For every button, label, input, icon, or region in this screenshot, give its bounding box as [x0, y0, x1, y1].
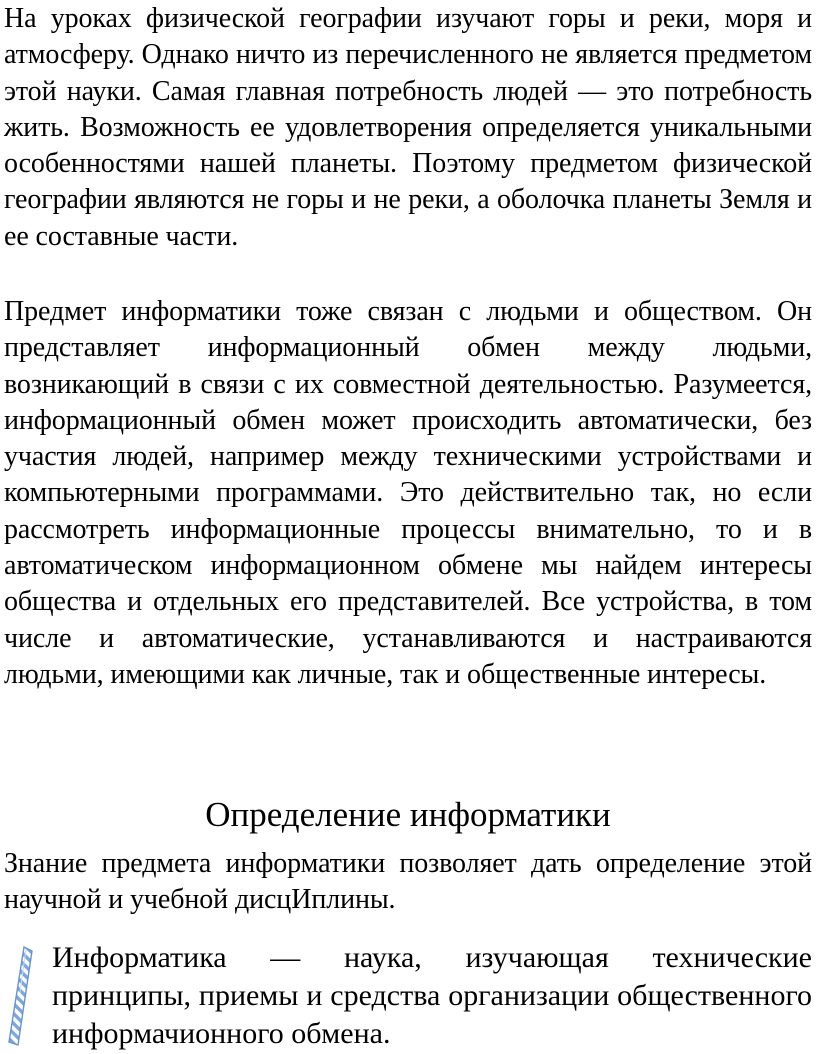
hatched-bar-icon — [2, 945, 38, 1049]
paragraph-knowledge: Знание предмета информатики позволяет дать определение этой научной и учебной дисцИплины. — [4, 848, 812, 916]
paragraph-geography: На уроках физической географии изучают горы и реки, моря и атмосферу. Однако ничто из перечисленного не является предметом этой науки. Самая главная потребность людей — это потребность жить. Возможность ее удовлетворения определяется уникальными особенностями нашей планеты. Поэтому предметом физической географии являются не горы и не реки, а оболочка планеты Земля и ее составные части. — [4, 3, 812, 252]
section-heading: Определение информатики — [205, 795, 611, 834]
definition-block — [0, 939, 816, 1054]
definition-text: Информатика — наука, изучающая технические принципы, приемы и средства организации общественного информачионного обмена. — [52, 941, 812, 1050]
paragraph-informatics-subject: Предмет информатики тоже связан с людьми и обществом. Он представляет информационный обмен между людьми, возникающий в связи с их совместной деятельностью. Разумеется, информационный обмен может происходить автоматически, без участия людей, например между техническими устройствами и компьютерными программами. Это действительно так, но если рассмотреть информационные процессы внимательно, то и в автоматическом информационном обмене мы найдем интересы общества и отдельных его представителей. Все устройства, в том числе и автоматические, устанавливаются и настраиваются людьми, имеющими как личные, так и общественные интересы. — [4, 296, 812, 690]
